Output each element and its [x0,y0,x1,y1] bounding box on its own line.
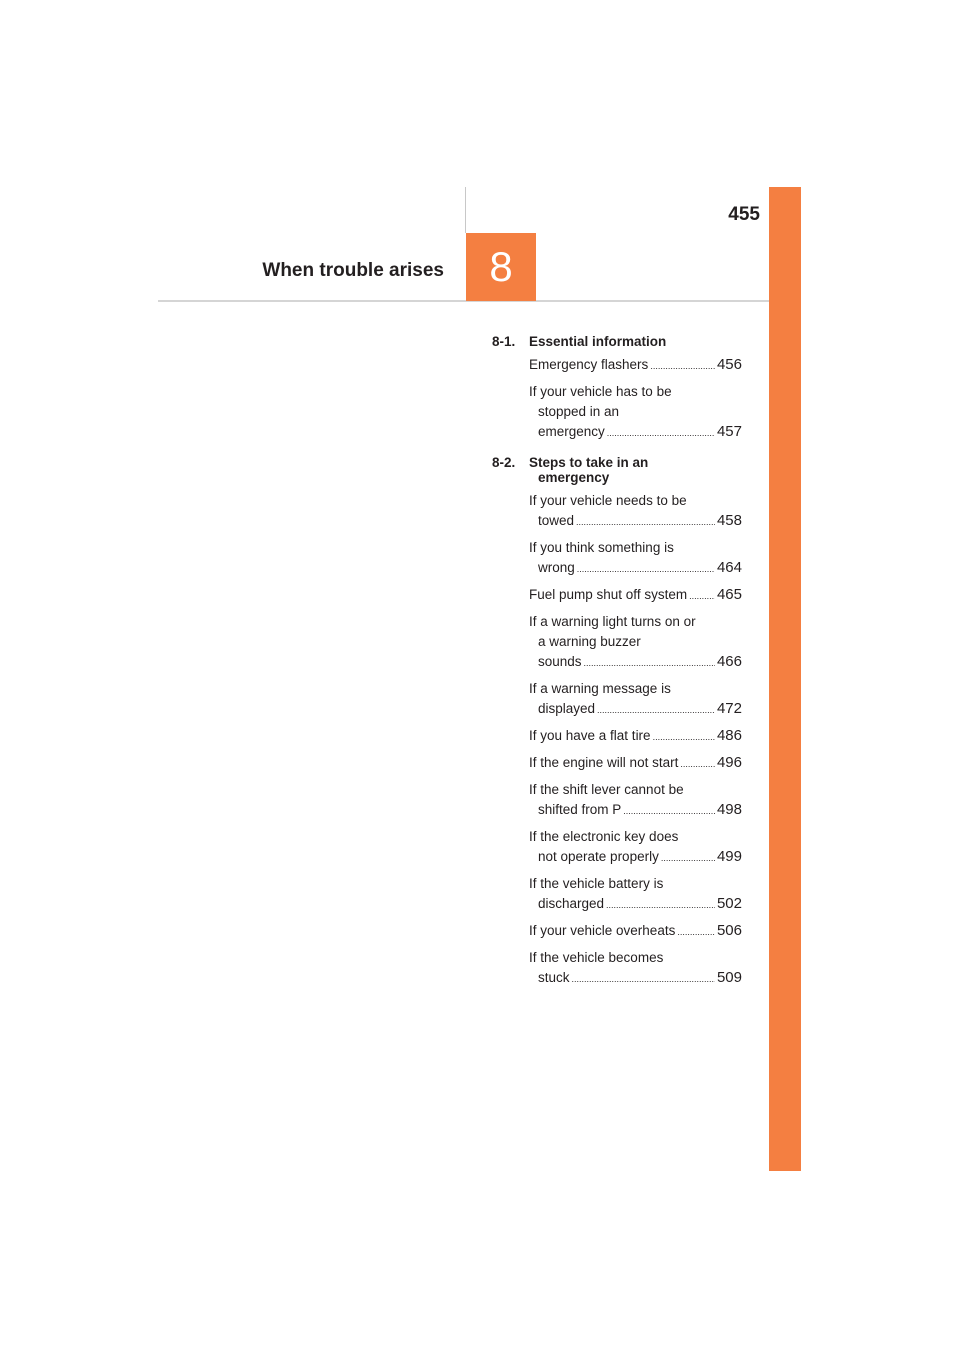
toc-entry-label: a warning buzzer [538,634,641,649]
toc-entry-label: displayed [538,701,596,716]
dot-leader [650,356,715,376]
toc-entry-label: not operate properly [538,849,659,864]
toc-entry[interactable] [529,382,742,443]
toc-section-heading [492,334,742,349]
dot-leader [677,922,715,942]
toc-entry-page: 499 [716,848,742,865]
toc-entry[interactable] [529,921,742,942]
toc-entry-page: 486 [716,727,742,744]
toc-entry-label: wrong [538,560,575,575]
toc-entry-label: Emergency flashers [529,357,649,372]
toc-entry-page: 498 [716,801,742,818]
dot-leader [577,559,715,579]
toc-entry-label: If the vehicle battery is [529,876,664,891]
toc-entry[interactable] [529,726,742,747]
toc-entry[interactable] [529,355,742,376]
toc-entry-label: If the shift lever cannot be [529,782,684,797]
page-number: 455 [728,204,760,225]
toc-entry[interactable] [529,753,742,774]
toc-entry-label: shifted from P [538,802,622,817]
toc-entry[interactable] [529,948,742,989]
toc-entry[interactable] [529,612,742,673]
toc-section-number: 8-2. [492,455,516,470]
chapter-side-tab [769,187,801,1171]
toc-entry-page: 457 [716,423,742,440]
toc-entry[interactable] [529,585,742,606]
toc-entry-label: If a warning light turns on or [529,614,696,629]
chapter-number-box: 8 [466,233,536,301]
dot-leader [597,700,715,720]
toc-section-heading [492,455,742,485]
toc-section-title: Essential information [529,334,667,349]
dot-leader [689,586,715,606]
table-of-contents [492,334,742,995]
header-divider-horizontal [158,300,769,302]
toc-entry-page: 502 [716,895,742,912]
toc-entry-page: 466 [716,653,742,670]
toc-entry-label: If the engine will not start [529,755,679,770]
toc-entry-page: 509 [716,969,742,986]
toc-entry-label: If your vehicle overheats [529,923,676,938]
toc-entry[interactable] [529,679,742,720]
toc-entry-label: If your vehicle has to be [529,384,672,399]
toc-entry-label: sounds [538,654,582,669]
dot-leader [607,423,715,443]
toc-entry-label: Fuel pump shut off system [529,587,688,602]
header-divider-vertical [465,187,466,233]
toc-entry-page: 472 [716,700,742,717]
toc-section-number: 8-1. [492,334,516,349]
toc-entry-label: discharged [538,896,605,911]
toc-entry-label: If the vehicle becomes [529,950,664,965]
toc-entry[interactable] [529,780,742,821]
dot-leader [576,512,715,532]
dot-leader [623,801,715,821]
toc-entry-label: stopped in an [538,404,620,419]
toc-entry-label: If a warning message is [529,681,671,696]
dot-leader [572,969,715,989]
section-title: When trouble arises [262,260,444,281]
dot-leader [661,848,715,868]
toc-entry-page: 458 [716,512,742,529]
dot-leader [584,653,715,673]
toc-entry[interactable] [529,874,742,915]
dot-leader [680,754,715,774]
toc-entry-label: If the electronic key does [529,829,679,844]
toc-entry-label: towed [538,513,575,528]
toc-entry-page: 465 [716,586,742,603]
toc-entry-label: If you think something is [529,540,674,555]
toc-entry-page: 464 [716,559,742,576]
toc-entry[interactable] [529,827,742,868]
toc-entry-label: If you have a flat tire [529,728,651,743]
toc-entry-label: stuck [538,970,570,985]
toc-entry-page: 496 [716,754,742,771]
dot-leader [653,727,715,747]
toc-entry-page: 456 [716,356,742,373]
toc-section-title: Steps to take in an emergency [529,455,649,485]
toc-entry[interactable] [529,491,742,532]
toc-entry-label: emergency [538,424,605,439]
toc-entry-page: 506 [716,922,742,939]
dot-leader [606,895,715,915]
toc-entry[interactable] [529,538,742,579]
toc-entry-label: If your vehicle needs to be [529,493,687,508]
